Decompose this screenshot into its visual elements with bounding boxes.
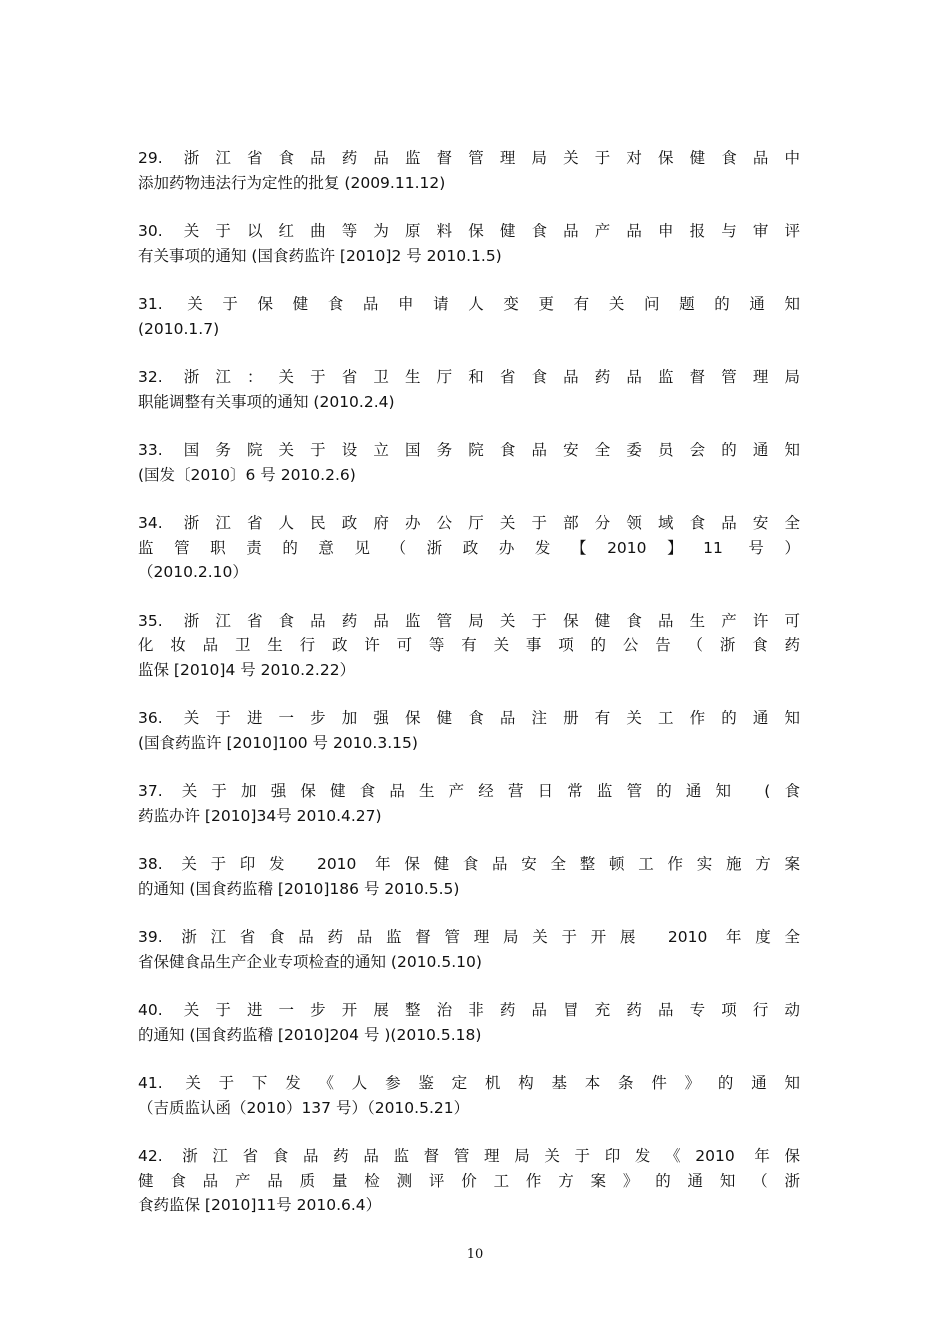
- list-item: [138, 1144, 800, 1218]
- list-item-line: 化妆品卫生行政许可等有关事项的公告（浙食药: [138, 636, 800, 654]
- list-item-line: 的通知 (国食药监稽 [2010]186 号 2010.5.5): [138, 879, 460, 898]
- list-item-line: 29. 浙江省食品药品监督管理局关于对保健食品中: [138, 149, 800, 167]
- list-item: [138, 219, 800, 268]
- list-item-line: 健食品产品质量检测评价工作方案》的通知（浙: [138, 1171, 800, 1190]
- list-item-line: (2010.1.7): [138, 319, 220, 338]
- list-item: [138, 146, 800, 195]
- list-item-line: 31. 关于保健食品申请人变更有关问题的通知: [138, 295, 800, 313]
- list-item-line: 有关事项的通知 (国食药监许 [2010]2 号 2010.1.5): [138, 246, 502, 265]
- list-item: [138, 609, 800, 683]
- list-item-line: 33. 国务院关于设立国务院食品安全委员会的通知: [138, 441, 800, 459]
- list-item: [138, 438, 800, 487]
- list-item-line: 36. 关于进一步加强保健食品注册有关工作的通知: [138, 709, 800, 727]
- list-item: [138, 511, 800, 585]
- list-item-line: 41. 关于下发《人参鉴定机构基本条件》的通知: [138, 1074, 800, 1092]
- list-item-line: 药监办许 [2010]34号 2010.4.27): [138, 806, 382, 825]
- list-item: [138, 292, 800, 341]
- list-item-line: 30. 关于以红曲等为原料保健食品产品申报与审评: [138, 222, 800, 240]
- list-item: [138, 925, 800, 974]
- list-item-line: 32. 浙江：关于省卫生厅和省食品药品监督管理局: [138, 368, 800, 386]
- list-item: [138, 365, 800, 414]
- list-item-line: 34. 浙江省人民政府办公厅关于部分领域食品安全: [138, 514, 800, 532]
- list-item-line: 食药监保 [2010]11号 2010.6.4）: [138, 1196, 382, 1214]
- regulation-list: [138, 146, 800, 1242]
- list-item-line: (国食药监许 [2010]100 号 2010.3.15): [138, 733, 418, 752]
- list-item: [138, 706, 800, 755]
- list-item-line: 监管职责的意见（浙政办发【2010】11 号）: [138, 538, 800, 557]
- list-item-line: 添加药物违法行为定性的批复 (2009.11.12): [138, 173, 446, 192]
- list-item-line: 38. 关于印发 2010 年保健食品安全整顿工作实施方案: [138, 855, 800, 873]
- list-item-line: 省保健食品生产企业专项检查的通知 (2010.5.10): [138, 952, 482, 971]
- list-item: [138, 852, 800, 901]
- list-item-line: （2010.2.10）: [138, 563, 248, 581]
- list-item-line: (国发〔2010〕6 号 2010.2.6): [138, 465, 356, 484]
- list-item-line: 35. 浙江省食品药品监管局关于保健食品生产许可: [138, 611, 800, 630]
- list-item: [138, 1071, 800, 1120]
- list-item: [138, 998, 800, 1047]
- list-item-line: 37. 关于加强保健食品生产经营日常监管的通知 (食: [138, 782, 800, 800]
- list-item-line: 40. 关于进一步开展整治非药品冒充药品专项行动: [138, 1001, 800, 1019]
- page-number: 10: [466, 1247, 484, 1262]
- list-item-line: 的通知 (国食药监稽 [2010]204 号 )(2010.5.18): [138, 1025, 482, 1044]
- list-item-line: （吉质监认函（2010）137 号）（2010.5.21）: [138, 1098, 470, 1117]
- list-item-line: 监保 [2010]4 号 2010.2.22）: [138, 660, 356, 679]
- list-item: [138, 779, 800, 828]
- list-item-line: 42. 浙江省食品药品监督管理局关于印发《2010 年保: [138, 1147, 800, 1165]
- list-item-line: 39. 浙江省食品药品监督管理局关于开展 2010 年度全: [138, 928, 800, 946]
- list-item-line: 职能调整有关事项的通知 (2010.2.4): [138, 392, 395, 411]
